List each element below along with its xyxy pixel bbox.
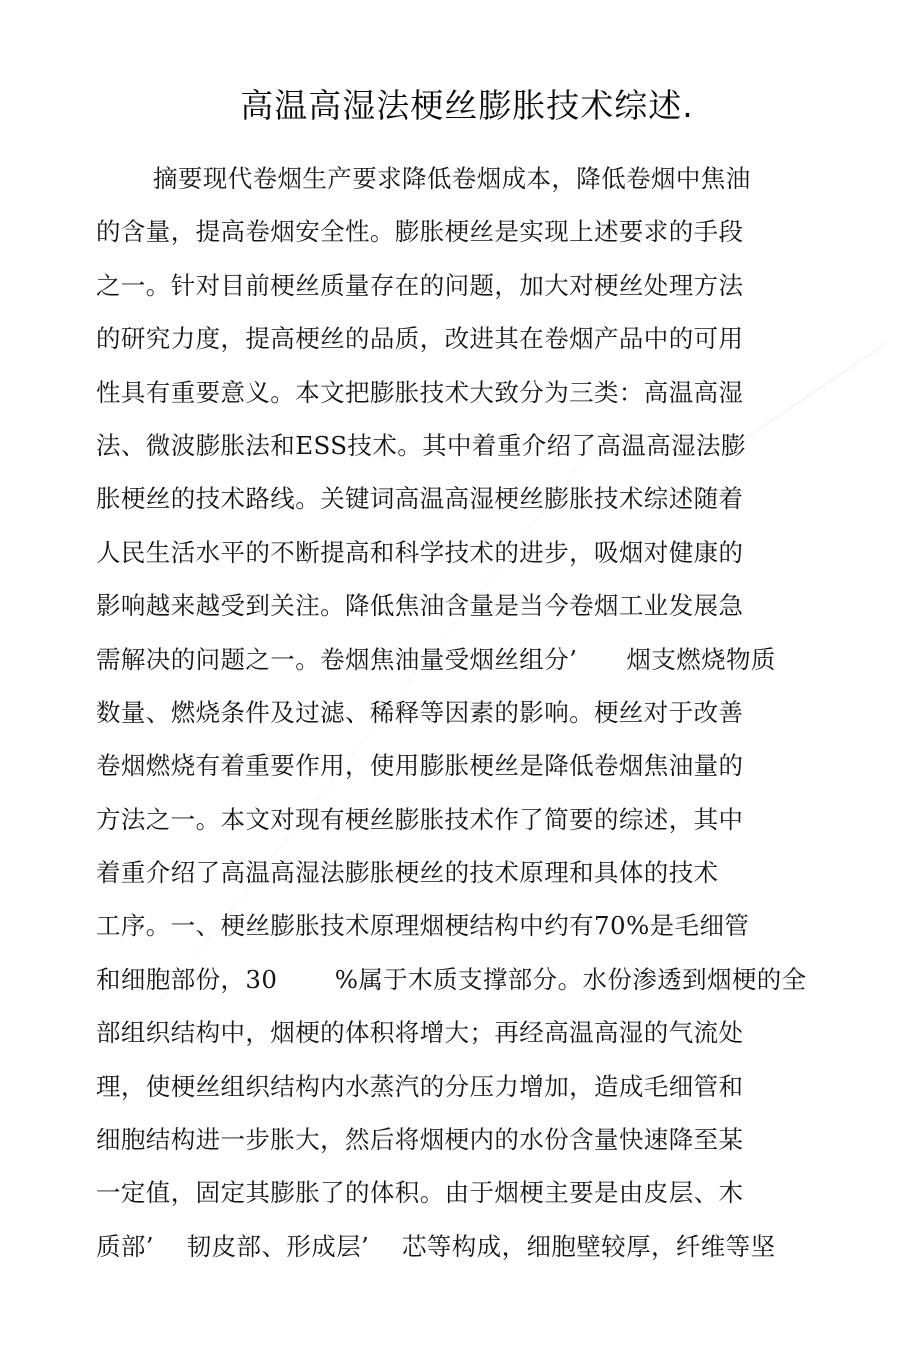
document-body	[96, 152, 856, 1273]
body-line: 工序。一、梗丝膨胀技术原理烟梗结构中约有70%是毛细管	[96, 911, 750, 941]
body-line: 卷烟燃烧有着重要作用，使用膨胀梗丝是降低卷烟焦油量的	[96, 751, 744, 781]
body-line: 之一。针对目前梗丝质量存在的问题，加大对梗丝处理方法	[96, 270, 744, 300]
body-line: 法、微波膨胀法和ESS技术。其中着重介绍了高温高湿法膨	[96, 430, 746, 460]
body-line: 需解决的问题之一。卷烟焦油量受烟丝组分’ 烟支燃烧物质	[96, 644, 776, 674]
body-line: 摘要现代卷烟生产要求降低卷烟成本，降低卷烟中焦油	[153, 164, 751, 193]
body-line: 一定值，固定其膨胀了的体积。由于烟梗主要是由皮层、木	[96, 1178, 744, 1208]
body-line: 质部’ 韧皮部、形成层’ 芯等构成，细胞壁较厚，纤维等坚	[96, 1231, 776, 1261]
body-line: 细胞结构进一步胀大，然后将烟梗内的水份含量快速降至某	[96, 1125, 744, 1155]
body-line: 的研究力度，提高梗丝的品质，改进其在卷烟产品中的可用	[96, 324, 744, 354]
body-line: 方法之一。本文对现有梗丝膨胀技术作了简要的综述，其中	[96, 804, 744, 834]
body-line: 理，使梗丝组织结构内水蒸汽的分压力增加，造成毛细管和	[96, 1071, 744, 1101]
body-line: 和细胞部份，30 %属于木质支撑部分。水份渗透到烟梗的全	[96, 964, 807, 994]
document-title: 高温高湿法梗丝膨胀技术综述.	[240, 86, 694, 125]
body-line: 影响越来越受到关注。降低焦油含量是当今卷烟工业发展急	[96, 591, 744, 621]
body-line: 的含量，提高卷烟安全性。膨胀梗丝是实现上述要求的手段	[96, 217, 744, 247]
body-line: 着重介绍了高温高湿法膨胀梗丝的技术原理和具体的技术	[96, 858, 719, 888]
body-line: 部组织结构中，烟梗的体积将增大；再经高温高湿的气流处	[96, 1018, 744, 1048]
body-line: 胀梗丝的技术路线。关键词高温高湿梗丝膨胀技术综述随着	[96, 484, 744, 514]
body-line: 性具有重要意义。本文把膨胀技术大致分为三类：高温高湿	[96, 377, 744, 407]
body-line: 数量、燃烧条件及过滤、稀释等因素的影响。梗丝对于改善	[96, 697, 744, 727]
body-line: 人民生活水平的不断提高和科学技术的进步，吸烟对健康的	[96, 537, 744, 567]
